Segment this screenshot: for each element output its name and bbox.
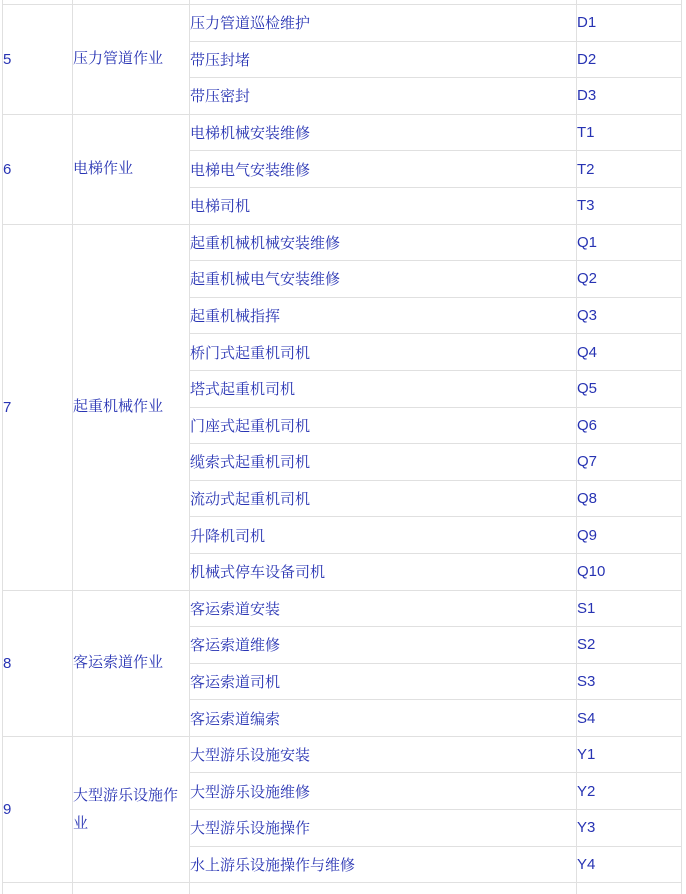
- item-code-cell: D3: [577, 78, 682, 115]
- item-code-cell: Q3: [577, 297, 682, 334]
- item-code-cell: S2: [577, 627, 682, 664]
- item-code-cell: Q1: [577, 224, 682, 261]
- empty-cell: [73, 883, 190, 894]
- item-name-cell: 客运索道安装: [190, 590, 577, 627]
- table-row: [3, 224, 682, 261]
- table-row: [3, 5, 682, 42]
- category-cell: 电梯作业: [73, 114, 190, 224]
- item-code-cell: S3: [577, 663, 682, 700]
- item-name-cell: 客运索道编索: [190, 700, 577, 737]
- item-code-cell: S1: [577, 590, 682, 627]
- item-code-cell: Y1: [577, 736, 682, 773]
- item-name-cell: 水上游乐设施操作与维修: [190, 846, 577, 883]
- item-name-cell: 带压封堵: [190, 41, 577, 78]
- item-name-cell: 电梯电气安装维修: [190, 151, 577, 188]
- item-name-cell: 大型游乐设施安装: [190, 736, 577, 773]
- item-code-cell: T3: [577, 187, 682, 224]
- item-name-cell: 客运索道维修: [190, 627, 577, 664]
- table-row: [3, 590, 682, 627]
- row-number-cell: 6: [3, 114, 73, 224]
- item-name-cell: 电梯机械安装维修: [190, 114, 577, 151]
- item-code-cell: T1: [577, 114, 682, 151]
- item-name-cell: 塔式起重机司机: [190, 370, 577, 407]
- item-code-cell: D1: [577, 5, 682, 42]
- table-body: [3, 5, 682, 883]
- item-name-cell: 起重机械指挥: [190, 297, 577, 334]
- item-code-cell: D2: [577, 41, 682, 78]
- category-cell: 大型游乐设施作业: [73, 736, 190, 882]
- item-name-cell: 客运索道司机: [190, 663, 577, 700]
- item-code-cell: Q10: [577, 553, 682, 590]
- item-code-cell: Y3: [577, 810, 682, 847]
- item-name-cell: 大型游乐设施维修: [190, 773, 577, 810]
- item-code-cell: Q5: [577, 370, 682, 407]
- item-code-cell: Y4: [577, 846, 682, 883]
- item-name-cell: 大型游乐设施操作: [190, 810, 577, 847]
- row-number-cell: 8: [3, 590, 73, 736]
- item-code-cell: Q8: [577, 480, 682, 517]
- item-name-cell: 门座式起重机司机: [190, 407, 577, 444]
- item-name-cell: 带压密封: [190, 78, 577, 115]
- item-name-cell: 机械式停车设备司机: [190, 553, 577, 590]
- item-name-cell: 桥门式起重机司机: [190, 334, 577, 371]
- category-cell: 起重机械作业: [73, 224, 190, 590]
- empty-cell: [3, 883, 73, 894]
- row-number-cell: 5: [3, 5, 73, 115]
- item-code-cell: T2: [577, 151, 682, 188]
- item-name-cell: 升降机司机: [190, 517, 577, 554]
- item-name-cell: 流动式起重机司机: [190, 480, 577, 517]
- item-code-cell: Q2: [577, 261, 682, 298]
- empty-cell: [190, 883, 577, 894]
- item-name-cell: 压力管道巡检维护: [190, 5, 577, 42]
- item-code-cell: Q4: [577, 334, 682, 371]
- empty-cell: [577, 883, 682, 894]
- row-number-cell: 7: [3, 224, 73, 590]
- item-code-cell: Q9: [577, 517, 682, 554]
- special-equipment-operations-table: [2, 0, 682, 894]
- item-code-cell: Q7: [577, 444, 682, 481]
- table-row: [3, 736, 682, 773]
- item-name-cell: 起重机械电气安装维修: [190, 261, 577, 298]
- item-name-cell: 电梯司机: [190, 187, 577, 224]
- item-code-cell: S4: [577, 700, 682, 737]
- category-cell: 压力管道作业: [73, 5, 190, 115]
- table-row: [3, 114, 682, 151]
- category-cell: 客运索道作业: [73, 590, 190, 736]
- item-name-cell: 缆索式起重机司机: [190, 444, 577, 481]
- item-code-cell: Y2: [577, 773, 682, 810]
- row-number-cell: 9: [3, 736, 73, 882]
- item-code-cell: Q6: [577, 407, 682, 444]
- item-name-cell: 起重机械机械安装维修: [190, 224, 577, 261]
- partial-row-bottom: [3, 883, 682, 894]
